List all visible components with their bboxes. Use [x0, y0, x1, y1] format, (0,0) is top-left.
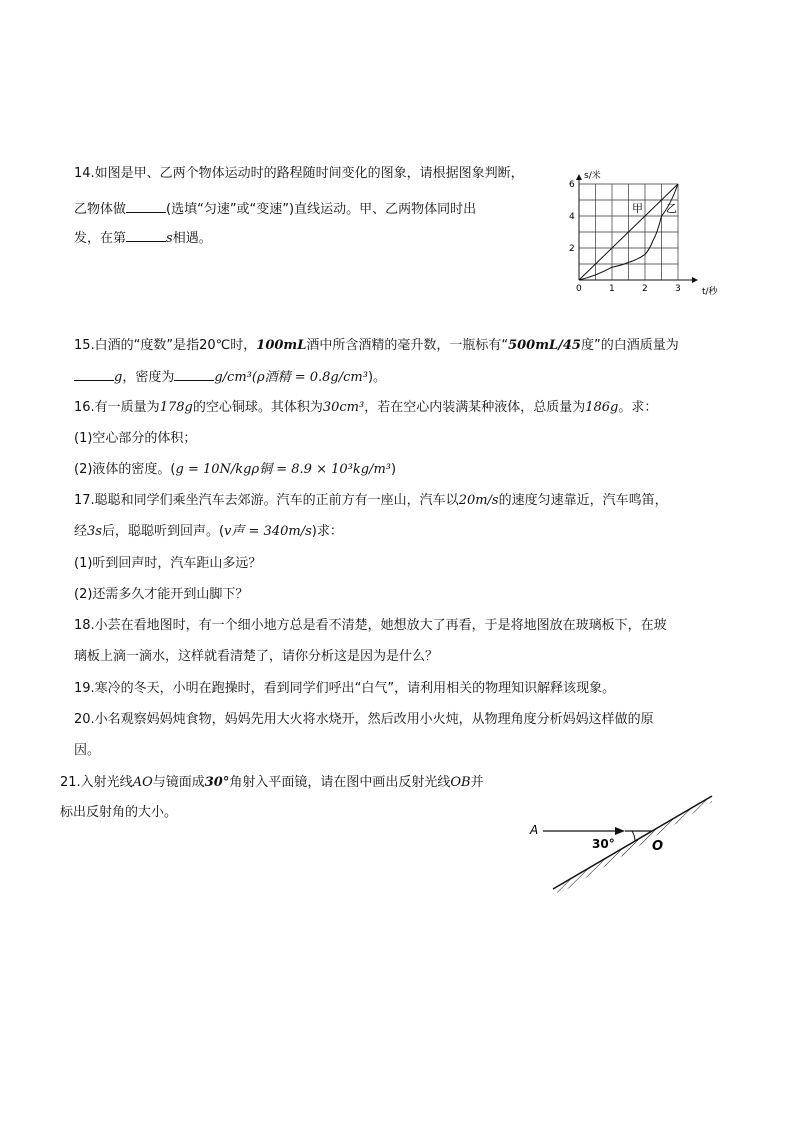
q14-text: 乙物体做 [74, 202, 127, 217]
math: (ρ酒精 = 0.8g/cm³ [251, 370, 368, 385]
answer-blank[interactable] [174, 368, 214, 381]
x-tick-label: 3 [675, 284, 681, 294]
q15-text: 15.白酒的“度数”是指20℃时， [74, 338, 257, 353]
math: 20m/s [458, 493, 499, 508]
unit: g [114, 370, 123, 385]
q21-line1 [60, 774, 484, 792]
angle-arc [632, 831, 635, 841]
math: 30cm³ [322, 400, 365, 415]
x-tick-label: 0 [576, 284, 582, 294]
q16-text: ，若在空心内装满某种液体，总质量为 [364, 400, 586, 415]
q14-line3 [74, 229, 212, 248]
q17-text: 17.聪聪和同学们乘坐汽车去郊游。汽车的正前方有一座山，汽车以 [74, 493, 459, 508]
q16-line3 [74, 461, 396, 479]
q16-line2: (1)空心部分的体积； [74, 431, 197, 446]
q15-text: 度”的白酒质量为 [580, 338, 679, 353]
y-axis-label: s/米 [584, 171, 601, 181]
q15-text: )。 [367, 370, 387, 385]
q14-text: (选填“匀速”或“变速”)直线运动。甲、乙两物体同时出 [166, 202, 477, 217]
answer-blank[interactable] [126, 200, 166, 213]
q15-text: 酒中所含酒精的毫升数，一瓶标有“ [306, 338, 509, 353]
q20-line2: 因。 [74, 743, 101, 758]
q16-text: 。求： [618, 400, 658, 415]
y-tick-label: 4 [569, 212, 575, 222]
q15-line2 [74, 368, 386, 387]
q14-line2 [74, 200, 476, 219]
math: OB [450, 775, 471, 790]
math: g = 10N/kgρ铜 = 8.9 × 10³kg/m³ [175, 462, 391, 477]
math: v声 = 340m/s [224, 524, 312, 539]
q16-line1 [74, 399, 657, 417]
math: 500mL/45 [508, 338, 581, 353]
q15-text: ，密度为 [122, 370, 175, 385]
q21-text: 并 [470, 775, 484, 790]
q16-text: (2)液体的密度。( [74, 462, 176, 477]
answer-blank[interactable] [74, 368, 114, 381]
q20-line1: 20.小名观察妈妈炖食物，妈妈先用大火将水烧开，然后改用小火炖，从物理角度分析妈妈这样做的原 [74, 712, 654, 727]
q17-text: 的速度匀速靠近，汽车鸣笛， [498, 493, 668, 508]
q17-line3: (1)听到回声时，汽车距山多远？ [74, 556, 262, 571]
y-tick-label: 2 [569, 244, 575, 254]
y-tick-label: 6 [569, 180, 575, 190]
math: 3s [87, 524, 102, 539]
q17-text: 经 [74, 524, 88, 539]
x-tick-label: 2 [642, 284, 648, 294]
math: 30° [204, 775, 230, 790]
q17-line4: (2)还需多久才能开到山脚下？ [74, 587, 249, 602]
math: 100mL [256, 338, 307, 353]
series-label-yi: 乙 [666, 202, 677, 215]
mirror-surface [553, 796, 712, 889]
math: 186g [585, 400, 619, 415]
q19-line1: 19.寒冷的冬天，小明在跑操时，看到同学们呼出“白气”，请利用相关的物理知识解释该现象。 [74, 681, 616, 696]
answer-blank[interactable] [126, 229, 166, 242]
label-a: A [530, 823, 539, 837]
label-o: O [652, 839, 664, 854]
q17-text: )求： [311, 524, 343, 539]
q15-line1 [74, 337, 679, 355]
q21-text: 角射入平面镜，请在图中画出反射光线 [229, 775, 451, 790]
arrowhead-icon [615, 827, 625, 835]
math: AO [132, 775, 153, 790]
q18-line1: 18.小芸在看地图时，有一个细小地方总是看不清楚，她想放大了再看，于是将地图放在玻璃板下，在玻 [74, 618, 667, 633]
series-label-jia: 甲 [632, 202, 643, 215]
q17-line2 [74, 523, 343, 541]
math: 178g [159, 400, 193, 415]
q17-text: 后，聪聪听到回声。( [101, 524, 225, 539]
q14-text: 发，在第 [74, 231, 127, 246]
q21-text: 21.入射光线 [60, 775, 133, 790]
x-tick-label: 1 [609, 284, 615, 294]
label-angle: 30° [592, 837, 615, 851]
x-axis-label: t/秒 [702, 287, 718, 297]
q18-line2: 璃板上滴一滴水，这样就看清楚了，请你分析这是因为是什么？ [74, 649, 439, 664]
q14-text: 相遇。 [172, 231, 212, 246]
q21-line2: 标出反射角的大小。 [60, 805, 178, 820]
x-axis-arrow-icon [692, 277, 698, 283]
y-axis-arrow-icon [576, 174, 582, 180]
q16-text: ) [390, 462, 397, 477]
unit: s [166, 231, 173, 246]
distance-time-graph [560, 168, 740, 298]
q17-line1 [74, 492, 668, 510]
q21-text: 与镜面成 [152, 775, 205, 790]
mirror-diagram [525, 790, 725, 900]
unit: g/cm³ [214, 370, 252, 385]
q16-text: 的空心铜球。其体积为 [192, 400, 323, 415]
q16-text: 16.有一质量为 [74, 400, 160, 415]
graph-axes [576, 174, 698, 283]
q14-line1: 14.如图是甲、乙两个物体运动时的路程随时间变化的图象，请根据图象判断， [74, 166, 524, 181]
